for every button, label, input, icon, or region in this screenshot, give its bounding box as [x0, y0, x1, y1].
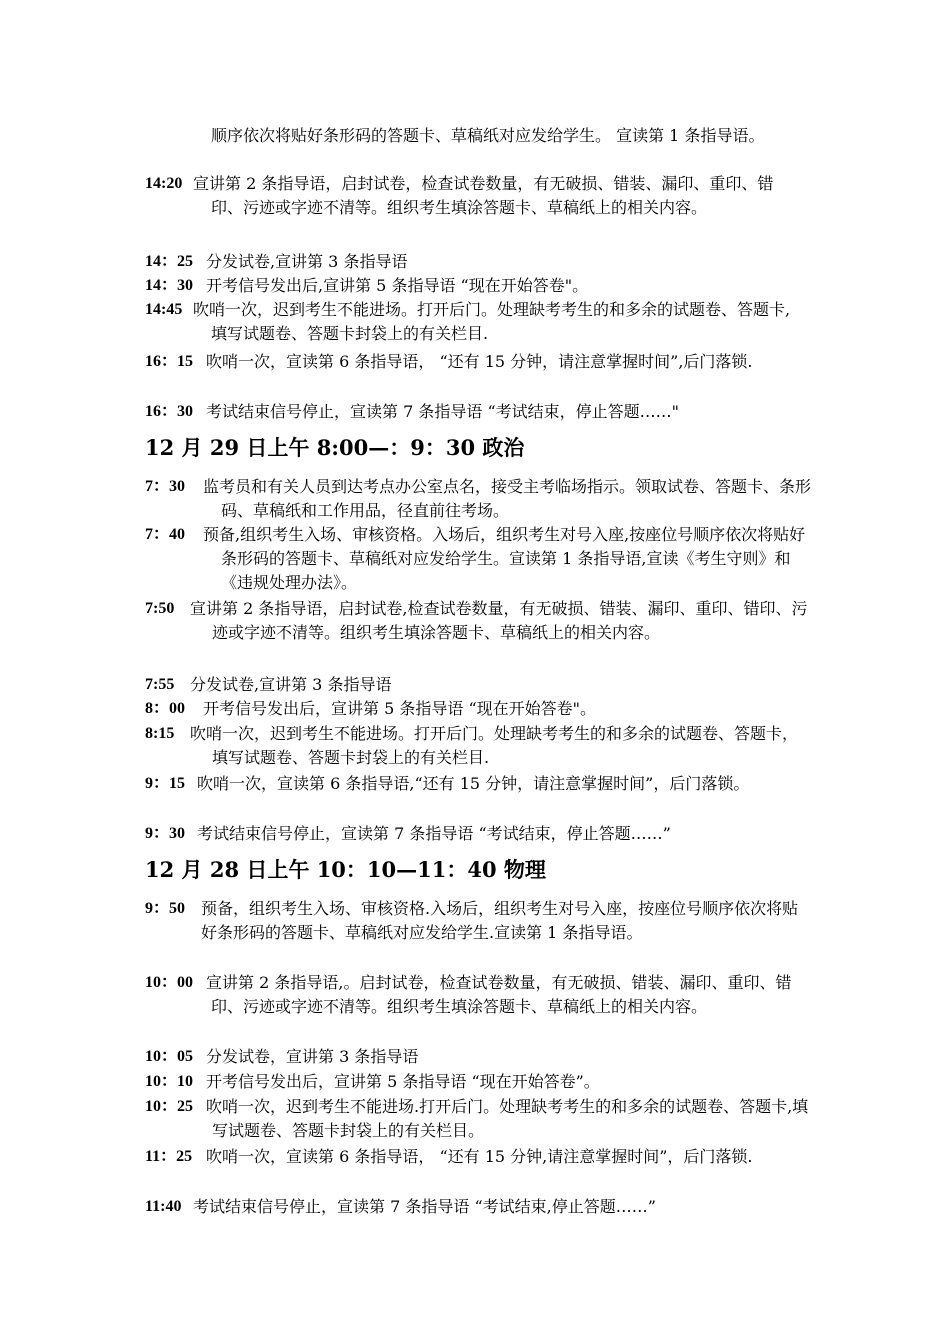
schedule-entry — [145, 172, 815, 220]
entry-time: 7:55 — [145, 676, 175, 693]
schedule-entry — [145, 350, 815, 374]
entry-time: 11：25 — [145, 1148, 193, 1165]
entry-time: 11:40 — [145, 1198, 182, 1215]
entry-text: 宣讲第 2 条指导语,。启封试卷，检查试卷数量，有无破损、错装、漏印、重印、错印、污迹或字迹不清等。组织考生填涂答题卡、草稿纸上的相关内容。 — [206, 973, 792, 1016]
entry-time: 8:15 — [145, 725, 175, 742]
continuation-paragraph: 顺序依次将贴好条形码的答题卡、草稿纸对应发给学生。 宣读第 1 条指导语。 — [211, 126, 765, 145]
entry-text: 开考信号发出后，宣讲第 5 条指导语 “现在开始答卷"。 — [203, 699, 596, 718]
entry-text: 分发试卷,宣讲第 3 条指导语 — [190, 675, 392, 694]
entry-text: 考试结束信号停止，宣读第 7 条指导语 “考试结束，停止答题……” — [197, 824, 671, 843]
entry-text: 开考信号发出后,宣讲第 5 条指导语 “现在开始答卷"。 — [206, 276, 589, 295]
entry-time: 10：00 — [145, 974, 194, 991]
schedule-entry — [145, 298, 815, 346]
schedule-entry — [145, 722, 815, 770]
entry-time: 16：15 — [145, 353, 194, 370]
schedule-entry — [145, 1095, 815, 1143]
entry-time: 14：25 — [145, 253, 194, 270]
schedule-entry — [145, 897, 815, 945]
entry-text: 吹哨一次，宣读第 6 条指导语,“还有 15 分钟，请注意掌握时间”，后门落锁。 — [197, 774, 750, 793]
schedule-entry — [145, 673, 815, 697]
schedule-entry — [145, 1045, 815, 1069]
entry-time: 7:50 — [145, 600, 175, 617]
entry-time: 9：15 — [145, 775, 186, 792]
entry-text: 宣讲第 2 条指导语，启封试卷，检查试卷数量，有无破损、错装、漏印、重印、错印、污迹或字迹不清等。组织考生填涂答题卡、草稿纸上的相关内容。 — [193, 174, 774, 217]
entry-time: 14:45 — [145, 301, 183, 318]
entry-text: 吹哨一次，迟到考生不能进场。打开后门。处理缺考考生的和多余的试题卷、答题卡，填写试题卷、答题卡封袋上的有关栏目. — [190, 724, 799, 767]
schedule-entry — [145, 697, 815, 721]
schedule-entry — [145, 523, 815, 595]
entry-time: 16：30 — [145, 403, 194, 420]
entry-time: 10：10 — [145, 1073, 194, 1090]
entry-time: 14:20 — [145, 175, 183, 192]
entry-text: 考试结束信号停止，宣读第 7 条指导语 “考试结束,停止答题……” — [193, 1197, 656, 1216]
entry-time: 7：40 — [145, 526, 186, 543]
entry-time: 8：00 — [145, 700, 186, 717]
entry-time: 14：30 — [145, 277, 194, 294]
section-heading: 12 月 28 日上午 10：10—11：40 物理 — [145, 857, 546, 882]
schedule-entry — [145, 274, 815, 298]
entry-text: 监考员和有关人员到达考点办公室点名，接受主考临场指示。领取试卷、答题卡、条形码、草稿纸和工作用品，径直前往考场。 — [203, 477, 812, 520]
entry-text: 开考信号发出后，宣讲第 5 条指导语 “现在开始答卷”。 — [206, 1072, 600, 1091]
entry-text: 分发试卷,宣讲第 3 条指导语 — [206, 252, 408, 271]
entry-text: 吹哨一次，宣读第 6 条指导语， “还有 15 分钟,请注意掌握时间”，后门落锁. — [206, 1147, 753, 1166]
entry-text: 预备,组织考生入场、审核资格。入场后，组织考生对号入座,按座位号顺序依次将贴好条形码的答题卡、草稿纸对应发给学生。宣读第 1 条指导语,宣读《考生守则》和《违规处理办法》。 — [203, 525, 806, 592]
entry-text: 吹哨一次，迟到考生不能进场。打开后门。处理缺考考生的和多余的试题卷、答题卡,填写试题卷、答题卡封袋上的有关栏目. — [193, 300, 791, 343]
entry-text: 吹哨一次，迟到考生不能进场.打开后门。处理缺考考生的和多余的试题卷、答题卡,填写试题卷、答题卡封袋上的有关栏目。 — [206, 1097, 809, 1140]
entry-text: 考试结束信号停止，宣读第 7 条指导语 “考试结束，停止答题……" — [206, 402, 679, 421]
entry-time: 10：25 — [145, 1098, 194, 1115]
entry-text: 预备，组织考生入场、审核资格.入场后，组织考生对号入座，按座位号顺序依次将贴好条形码的答题卡、草稿纸对应发给学生.宣读第 1 条指导语。 — [201, 899, 799, 942]
schedule-entry — [145, 971, 815, 1019]
entry-time: 7：30 — [145, 478, 186, 495]
schedule-entry — [145, 1070, 815, 1094]
schedule-entry — [145, 250, 815, 274]
entry-text: 宣讲第 2 条指导语，启封试卷,检查试卷数量，有无破损、错装、漏印、重印、错印、污迹或字迹不清等。组织考生填涂答题卡、草稿纸上的相关内容。 — [190, 599, 808, 642]
schedule-entry — [145, 400, 815, 424]
entry-time: 9：50 — [145, 900, 186, 917]
schedule-entry — [145, 597, 815, 645]
entry-text: 吹哨一次，宣读第 6 条指导语， “还有 15 分钟，请注意掌握时间”,后门落锁. — [206, 352, 753, 371]
schedule-entry — [145, 822, 815, 846]
schedule-entry — [145, 772, 815, 796]
entry-text: 分发试卷，宣讲第 3 条指导语 — [206, 1047, 419, 1066]
schedule-entry — [145, 1145, 815, 1169]
entry-time: 9：30 — [145, 825, 186, 842]
entry-time: 10：05 — [145, 1048, 194, 1065]
schedule-entry — [145, 1195, 815, 1219]
schedule-entry — [145, 475, 815, 523]
section-heading: 12 月 29 日上午 8:00—：9：30 政治 — [145, 435, 525, 460]
